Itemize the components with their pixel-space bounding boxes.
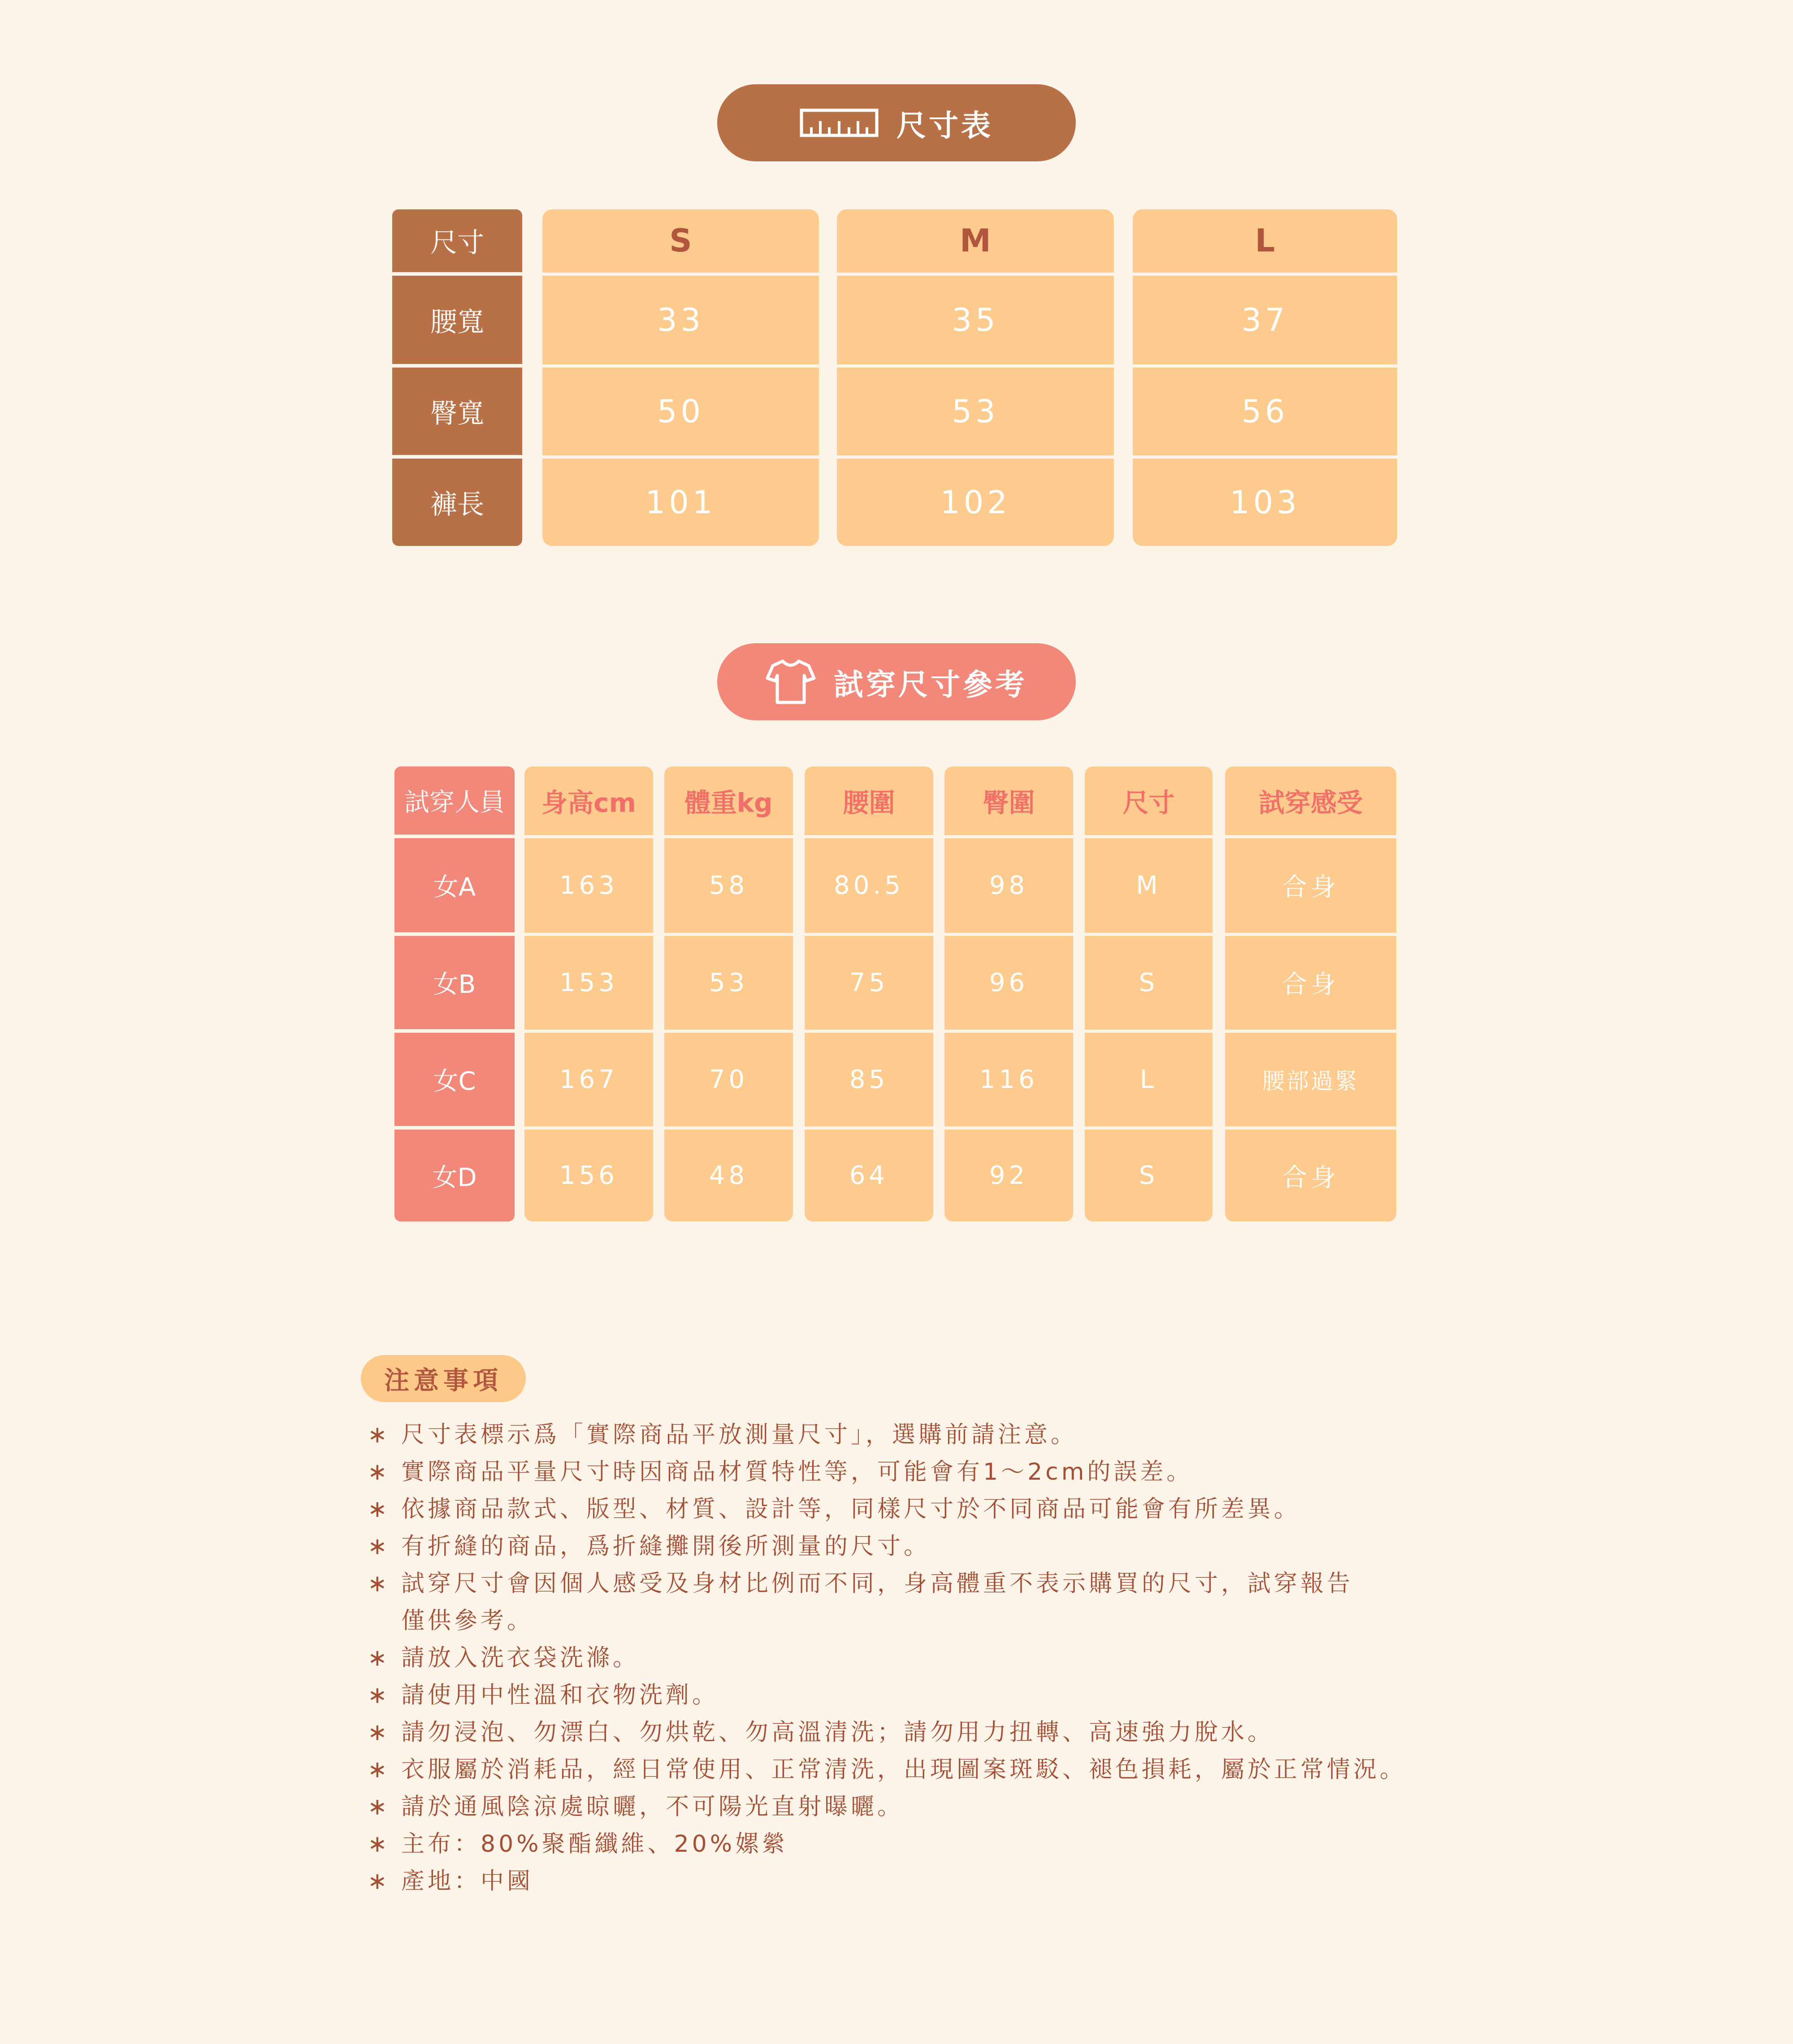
size-row-divider (392, 364, 1397, 368)
asterisk-icon: ∗ (368, 1793, 390, 1820)
notes-list (368, 1416, 1443, 1900)
size-header-s: S (669, 222, 692, 259)
note-item (368, 1826, 1443, 1863)
try-on-b-feel: 合身 (1282, 970, 1339, 999)
try-on-a-hip: 98 (989, 870, 1029, 900)
try-on-header-feel: 試穿感受 (1258, 788, 1363, 818)
try-on-a-weight: 58 (709, 870, 749, 900)
try-on-header-hip: 臀圍 (983, 788, 1035, 818)
size-row-label-length: 褲長 (392, 459, 522, 546)
try-on-b-size: S (1139, 968, 1159, 997)
size-s-hip: 50 (657, 393, 705, 430)
asterisk-icon: ∗ (368, 1682, 390, 1709)
try-on-row-divider (394, 1126, 1396, 1130)
try-on-c-size: L (1139, 1065, 1158, 1094)
size-s-waist: 33 (657, 301, 705, 338)
tshirt-icon (766, 658, 816, 705)
size-row-label-waist: 腰寬 (392, 276, 522, 364)
try-on-header-height: 身高cm (541, 788, 636, 818)
try-on-header-waist: 腰圍 (843, 788, 895, 818)
asterisk-icon: ∗ (368, 1756, 390, 1783)
note-item (368, 1454, 1443, 1491)
note-item (368, 1528, 1443, 1565)
note-item (368, 1416, 1443, 1454)
size-chart-title: 尺寸表 (896, 108, 993, 143)
asterisk-icon: ∗ (368, 1459, 390, 1485)
try-on-d-weight: 48 (709, 1161, 749, 1190)
note-item (368, 1677, 1443, 1714)
note-item (368, 1751, 1443, 1788)
try-on-header-size: 尺寸 (1122, 788, 1175, 818)
asterisk-icon: ∗ (368, 1533, 390, 1560)
try-on-a-size: M (1136, 870, 1161, 900)
note-text: 主布：80%聚酯纖維、20%嫘縈 (401, 1831, 788, 1858)
note-text: 僅供參考。 (401, 1607, 534, 1634)
try-on-row-divider (394, 835, 1396, 838)
asterisk-icon: ∗ (368, 1570, 390, 1597)
try-on-header-person: 試穿人員 (394, 766, 515, 835)
try-on-d-size: S (1139, 1161, 1159, 1190)
try-on-c-weight: 70 (709, 1065, 749, 1094)
size-header-m: M (960, 222, 991, 259)
note-text: 依據商品款式、版型、材質、設計等，同樣尺寸於不同商品可能會有所差異。 (401, 1496, 1301, 1523)
size-row-label-size: 尺寸 (392, 209, 522, 272)
try-on-b-height: 153 (559, 968, 618, 997)
notes-title: 注意事項 (384, 1366, 502, 1395)
try-on-person-c: 女C (394, 1033, 515, 1126)
asterisk-icon: ∗ (368, 1421, 390, 1448)
asterisk-icon: ∗ (368, 1868, 390, 1895)
note-text: 請勿浸泡、勿漂白、勿烘乾、勿高溫清洗；請勿用力扭轉、高速強力脫水。 (401, 1719, 1274, 1746)
size-l-length: 103 (1230, 484, 1300, 521)
try-on-d-height: 156 (559, 1161, 618, 1190)
try-on-d-hip: 92 (989, 1161, 1029, 1190)
try-on-title-pill (717, 643, 1076, 720)
size-l-waist: 37 (1241, 301, 1289, 338)
note-text: 衣服屬於消耗品，經日常使用、正常清洗，出現圖案斑駁、褪色損耗，屬於正常情況。 (401, 1756, 1407, 1783)
try-on-person-d: 女D (394, 1130, 515, 1221)
note-item (368, 1714, 1443, 1751)
note-text: 請於通風陰涼處晾曬，不可陽光直射曝曬。 (401, 1793, 904, 1820)
try-on-row-divider (394, 933, 1396, 936)
try-on-header-weight: 體重kg (684, 788, 773, 818)
note-text: 產地：中國 (401, 1868, 534, 1895)
size-chart-title-pill (717, 84, 1076, 161)
try-on-b-weight: 53 (709, 968, 749, 997)
note-text: 請放入洗衣袋洗滌。 (401, 1645, 640, 1672)
size-l-hip: 56 (1241, 393, 1289, 430)
try-on-a-waist: 80.5 (834, 870, 904, 900)
notes-title-badge (361, 1355, 526, 1402)
try-on-d-feel: 合身 (1282, 1163, 1339, 1192)
note-item (368, 1491, 1443, 1528)
note-item (368, 1863, 1443, 1900)
try-on-title: 試穿尺寸參考 (834, 667, 1027, 702)
size-row-divider (392, 273, 1397, 276)
size-row-label-hip: 臀寬 (392, 368, 522, 455)
try-on-a-feel: 合身 (1282, 873, 1339, 902)
try-on-person-a: 女A (394, 838, 515, 932)
note-item-continuation (368, 1602, 1443, 1640)
note-item (368, 1640, 1443, 1677)
asterisk-icon: ∗ (368, 1645, 390, 1672)
asterisk-icon: ∗ (368, 1719, 390, 1746)
asterisk-icon: ∗ (368, 1831, 390, 1858)
size-header-l: L (1255, 222, 1275, 259)
try-on-d-waist: 64 (849, 1161, 889, 1190)
try-on-b-waist: 75 (849, 968, 889, 997)
try-on-a-height: 163 (559, 870, 618, 900)
ruler-icon (800, 108, 879, 137)
try-on-c-height: 167 (559, 1065, 618, 1094)
note-text: 請使用中性溫和衣物洗劑。 (401, 1682, 719, 1709)
size-m-waist: 35 (952, 301, 999, 338)
try-on-c-feel: 腰部過緊 (1262, 1068, 1359, 1094)
size-row-divider (392, 455, 1397, 459)
size-m-hip: 53 (952, 393, 999, 430)
size-s-length: 101 (645, 484, 716, 521)
try-on-c-hip: 116 (979, 1065, 1038, 1094)
note-text: 實際商品平量尺寸時因商品材質特性等，可能會有1～2cm的誤差。 (401, 1459, 1193, 1485)
note-text: 有折縫的商品，爲折縫攤開後所測量的尺寸。 (401, 1533, 931, 1560)
note-text: 尺寸表標示爲「實際商品平放測量尺寸」，選購前請注意。 (401, 1421, 1078, 1448)
try-on-row-divider (394, 1030, 1396, 1033)
try-on-c-waist: 85 (849, 1065, 889, 1094)
try-on-b-hip: 96 (989, 968, 1029, 997)
try-on-person-b: 女B (394, 936, 515, 1029)
asterisk-icon: ∗ (368, 1496, 390, 1523)
size-m-length: 102 (940, 484, 1011, 521)
note-item (368, 1565, 1443, 1602)
note-item (368, 1788, 1443, 1826)
note-text: 試穿尺寸會因個人感受及身材比例而不同，身高體重不表示購買的尺寸，試穿報告 (401, 1570, 1354, 1597)
